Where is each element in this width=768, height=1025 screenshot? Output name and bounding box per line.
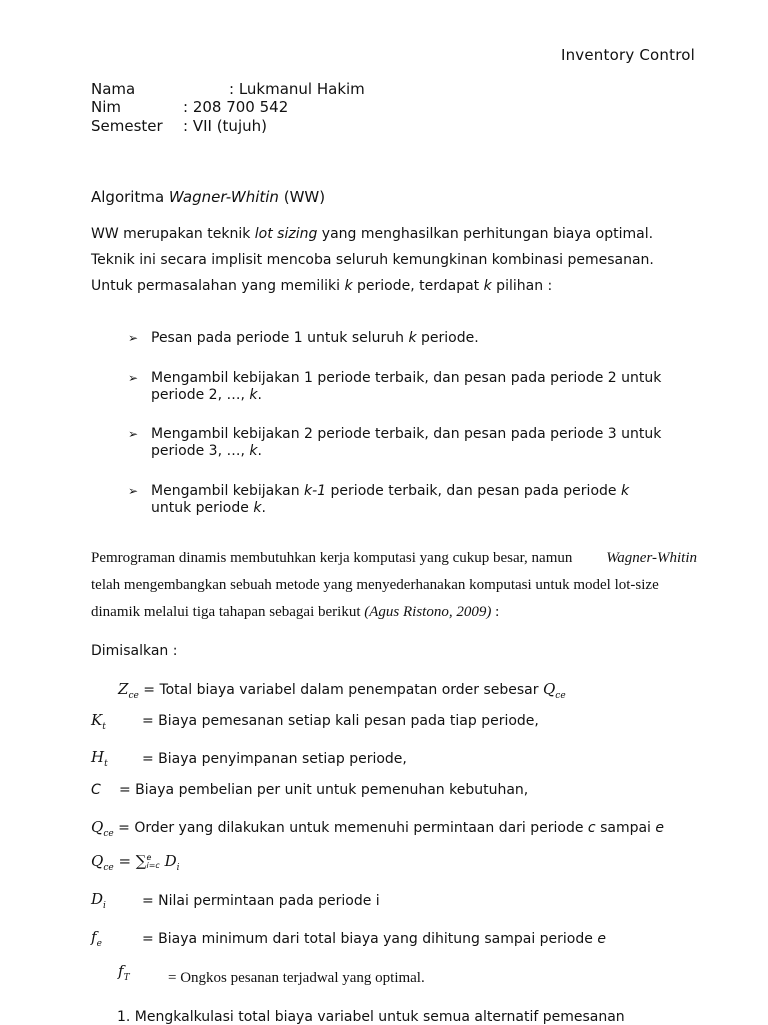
nama-value: : Lukmanul Hakim [229, 80, 365, 98]
nama-label: Nama [91, 80, 136, 98]
definition-f: $f_e$ [91, 928, 102, 949]
definition-k: $K_t$ [91, 711, 106, 732]
arrow-bullet-icon: ➢ [128, 331, 139, 345]
arrow-bullet-icon: ➢ [128, 427, 139, 441]
nim-value: : 208 700 542 [183, 98, 289, 116]
definition-h-text: = Biaya penyimpanan setiap periode, [142, 751, 407, 767]
definition-d: $D_i$ [91, 890, 106, 911]
definition-c-text: = Biaya pembelian per unit untuk pemenuhan kebutuhan, [119, 782, 529, 798]
dp-paragraph: Pemrograman dinamis membutuhkan kerja komputasi yang cukup besar, namun Wagner-Whitin telah mengembangkan sebuah metode yang menyederhanakan komputasi untuk model lot-size dinamik melalui tiga tahapan sebagai berikut (Agus Ristono, 2009) : [91, 550, 697, 620]
bullet-item-4: ➢ Mengambil kebijakan k-1 periode terbaik, dan pesan pada periode k untuk periode k. [128, 483, 630, 516]
intro-paragraph: WW merupakan teknik lot sizing yang menghasilkan perhitungan biaya optimal. Teknik ini secara implisit mencoba seluruh kemungkinan kombinasi pemesanan. Untuk permasalahan yang memiliki k periode, terdapat k pilihan : [91, 226, 654, 294]
definition-k-text: = Biaya pemesanan setiap kali pesan pada tiap periode, [142, 713, 539, 729]
bullet-item-2: ➢ Mengambil kebijakan 1 periode terbaik, dan pesan pada periode 2 untuk periode 2, …, k. [128, 370, 662, 403]
definition-d-text: = Nilai permintaan pada periode i [142, 893, 380, 909]
definition-c: C [91, 782, 101, 798]
formula-q-sum: $Q_{ce}$ = ∑ e i=c $D_i$ [91, 852, 180, 873]
definition-z: $Z_{ce}$ = Total biaya variabel dalam penempatan order sebesar $Q_{ce}$ [118, 680, 566, 701]
bullet-item-3: ➢ Mengambil kebijakan 2 periode terbaik, dan pesan pada periode 3 untuk periode 3, …, k. [128, 426, 662, 459]
document-header: Inventory Control [560, 46, 695, 64]
definition-q: $Q_{ce}$ = Order yang dilakukan untuk memenuhi permintaan dari periode c sampai e [91, 818, 665, 839]
definition-ft: $f_T$ [118, 962, 130, 983]
definition-h: $H_t$ [91, 748, 108, 769]
arrow-bullet-icon: ➢ [128, 484, 139, 498]
arrow-bullet-icon: ➢ [128, 371, 139, 385]
definition-f-text: = Biaya minimum dari total biaya yang dihitung sampai periode e [142, 931, 606, 947]
section-title: Algoritma Wagner-Whitin (WW) [91, 188, 326, 206]
bullet-item-1: ➢ Pesan pada periode 1 untuk seluruh k periode. [128, 330, 479, 346]
semester-value: : VII (tujuh) [183, 117, 267, 135]
nim-label: Nim [91, 98, 121, 116]
definition-ft-text: = Ongkos pesanan terjadwal yang optimal. [168, 970, 425, 986]
definitions-lead: Dimisalkan : [91, 643, 178, 659]
step-1: 1. Mengkalkulasi total biaya variabel untuk semua alternatif pemesanan [117, 1009, 625, 1025]
semester-label: Semester [91, 117, 163, 135]
